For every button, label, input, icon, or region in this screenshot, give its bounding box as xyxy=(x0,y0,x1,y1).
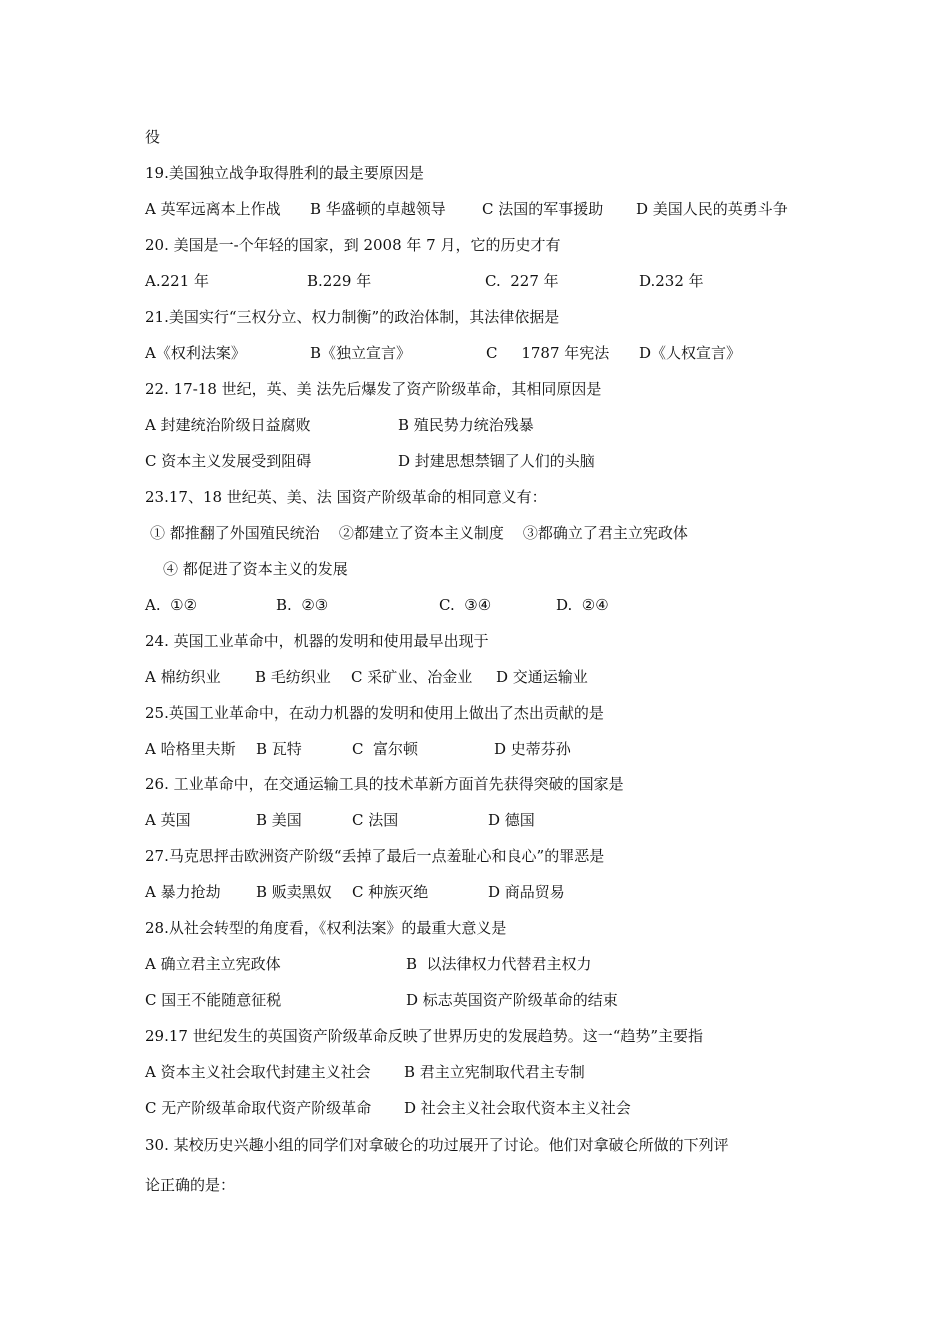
option-d: D 商品贸易 xyxy=(488,883,565,901)
options-22-row1 xyxy=(145,415,825,435)
option-d: D 交通运输业 xyxy=(496,668,588,686)
options-22-row2 xyxy=(145,451,825,471)
option-c: C 法国 xyxy=(352,811,399,829)
option-d: D 史蒂芬孙 xyxy=(494,740,571,758)
option-c: C 无产阶级革命取代资产阶级革命 xyxy=(145,1099,372,1117)
question-29: 29.17 世纪发生的英国资产阶级革命反映了世界历史的发展趋势。这一“趋势”主要指 xyxy=(145,1027,704,1045)
continuation-text: 役 xyxy=(145,128,161,146)
question-19: 19.美国独立战争取得胜利的最主要原因是 xyxy=(145,164,424,182)
option-d: D《人权宣言》 xyxy=(639,344,742,362)
question-22: 22. 17-18 世纪，英、美 法先后爆发了资产阶级革命，其相同原因是 xyxy=(145,380,602,398)
option-b: B.229 年 xyxy=(307,272,372,290)
option-b: B 美国 xyxy=(256,811,302,829)
option-a: A 暴力抢劫 xyxy=(145,883,221,901)
options-29-row1 xyxy=(145,1062,825,1082)
options-28-row1 xyxy=(145,954,825,974)
option-b: B 华盛顿的卓越领导 xyxy=(310,200,446,218)
option-b: B. ②③ xyxy=(276,596,329,614)
option-a: A.221 年 xyxy=(145,272,209,290)
options-24 xyxy=(145,667,825,687)
options-29-row2 xyxy=(145,1098,825,1118)
options-26 xyxy=(145,810,825,830)
option-d: D 封建思想禁锢了人们的头脑 xyxy=(398,452,595,470)
option-a: A 确立君主立宪政体 xyxy=(145,955,281,973)
option-a: A《权利法案》 xyxy=(145,344,246,362)
question-27: 27.马克思抨击欧洲资产阶级“丢掉了最后一点羞耻心和良心”的罪恶是 xyxy=(145,847,605,865)
question-23: 23.17、18 世纪英、美、法 国资产阶级革命的相同意义有： xyxy=(145,488,547,506)
option-d: D 标志英国资产阶级革命的结束 xyxy=(406,991,618,1009)
options-25 xyxy=(145,739,825,759)
question-23-items-1: ① 都推翻了外国殖民统治 ②都建立了资本主义制度 ③都确立了君主立宪政体 xyxy=(150,524,688,542)
option-b: B 瓦特 xyxy=(256,740,302,758)
option-c: C. 227 年 xyxy=(485,272,559,290)
question-21: 21.美国实行“三权分立、权力制衡”的政治体制，其法律依据是 xyxy=(145,308,560,326)
option-a: A 棉纺织业 xyxy=(145,668,221,686)
option-a: A 哈格里夫斯 xyxy=(145,740,236,758)
option-a: A 英军远离本上作战 xyxy=(145,200,281,218)
question-25: 25.英国工业革命中，在动力机器的发明和使用上做出了杰出贡献的是 xyxy=(145,704,604,722)
question-23-items-2: ④ 都促进了资本主义的发展 xyxy=(163,560,348,578)
question-28: 28.从社会转型的角度看，《权利法案》的最重大意义是 xyxy=(145,919,507,937)
option-c: C 富尔顿 xyxy=(352,740,419,758)
option-b: B《独立宣言》 xyxy=(310,344,412,362)
option-c: C 种族灭绝 xyxy=(352,883,429,901)
option-b: B 以法律权力代替君主权力 xyxy=(406,955,592,973)
option-c: C. ③④ xyxy=(439,596,492,614)
option-a: A. ①② xyxy=(145,596,198,614)
option-d: D. ②④ xyxy=(556,596,609,614)
option-c: C 1787 年宪法 xyxy=(486,344,610,362)
options-28-row2 xyxy=(145,990,825,1010)
option-c: C 法国的军事援助 xyxy=(482,200,604,218)
option-b: B 贩卖黑奴 xyxy=(256,883,332,901)
options-21 xyxy=(145,343,825,363)
option-d: D 德国 xyxy=(488,811,535,829)
option-d: D.232 年 xyxy=(639,272,704,290)
question-24: 24. 英国工业革命中，机器的发明和使用最早出现于 xyxy=(145,632,489,650)
question-30: 30. 某校历史兴趣小组的同学们对拿破仑的功过展开了讨论。他们对拿破仑所做的下列评 xyxy=(145,1136,729,1154)
options-19 xyxy=(145,199,825,219)
options-23 xyxy=(145,595,825,615)
option-a: A 封建统治阶级日益腐败 xyxy=(145,416,311,434)
question-20: 20. 美国是一-个年轻的国家，到 2008 年 7 月，它的历史才有 xyxy=(145,236,561,254)
option-d: D 美国人民的英勇斗争 xyxy=(636,200,788,218)
option-a: A 英国 xyxy=(145,811,191,829)
question-30-continuation: 论正确的是： xyxy=(145,1176,236,1194)
option-c: C 国王不能随意征税 xyxy=(145,991,282,1009)
option-b: B 毛纺织业 xyxy=(255,668,331,686)
option-c: C 采矿业、冶金业 xyxy=(351,668,473,686)
option-a: A 资本主义社会取代封建主义社会 xyxy=(145,1063,371,1081)
option-c: C 资本主义发展受到阻碍 xyxy=(145,452,312,470)
options-20 xyxy=(145,271,825,291)
option-b: B 君主立宪制取代君主专制 xyxy=(404,1063,585,1081)
option-d: D 社会主义社会取代资本主义社会 xyxy=(404,1099,631,1117)
option-b: B 殖民势力统治残暴 xyxy=(398,416,534,434)
options-27 xyxy=(145,882,825,902)
question-26: 26. 工业革命中，在交通运输工具的技术革新方面首先获得突破的国家是 xyxy=(145,775,624,793)
